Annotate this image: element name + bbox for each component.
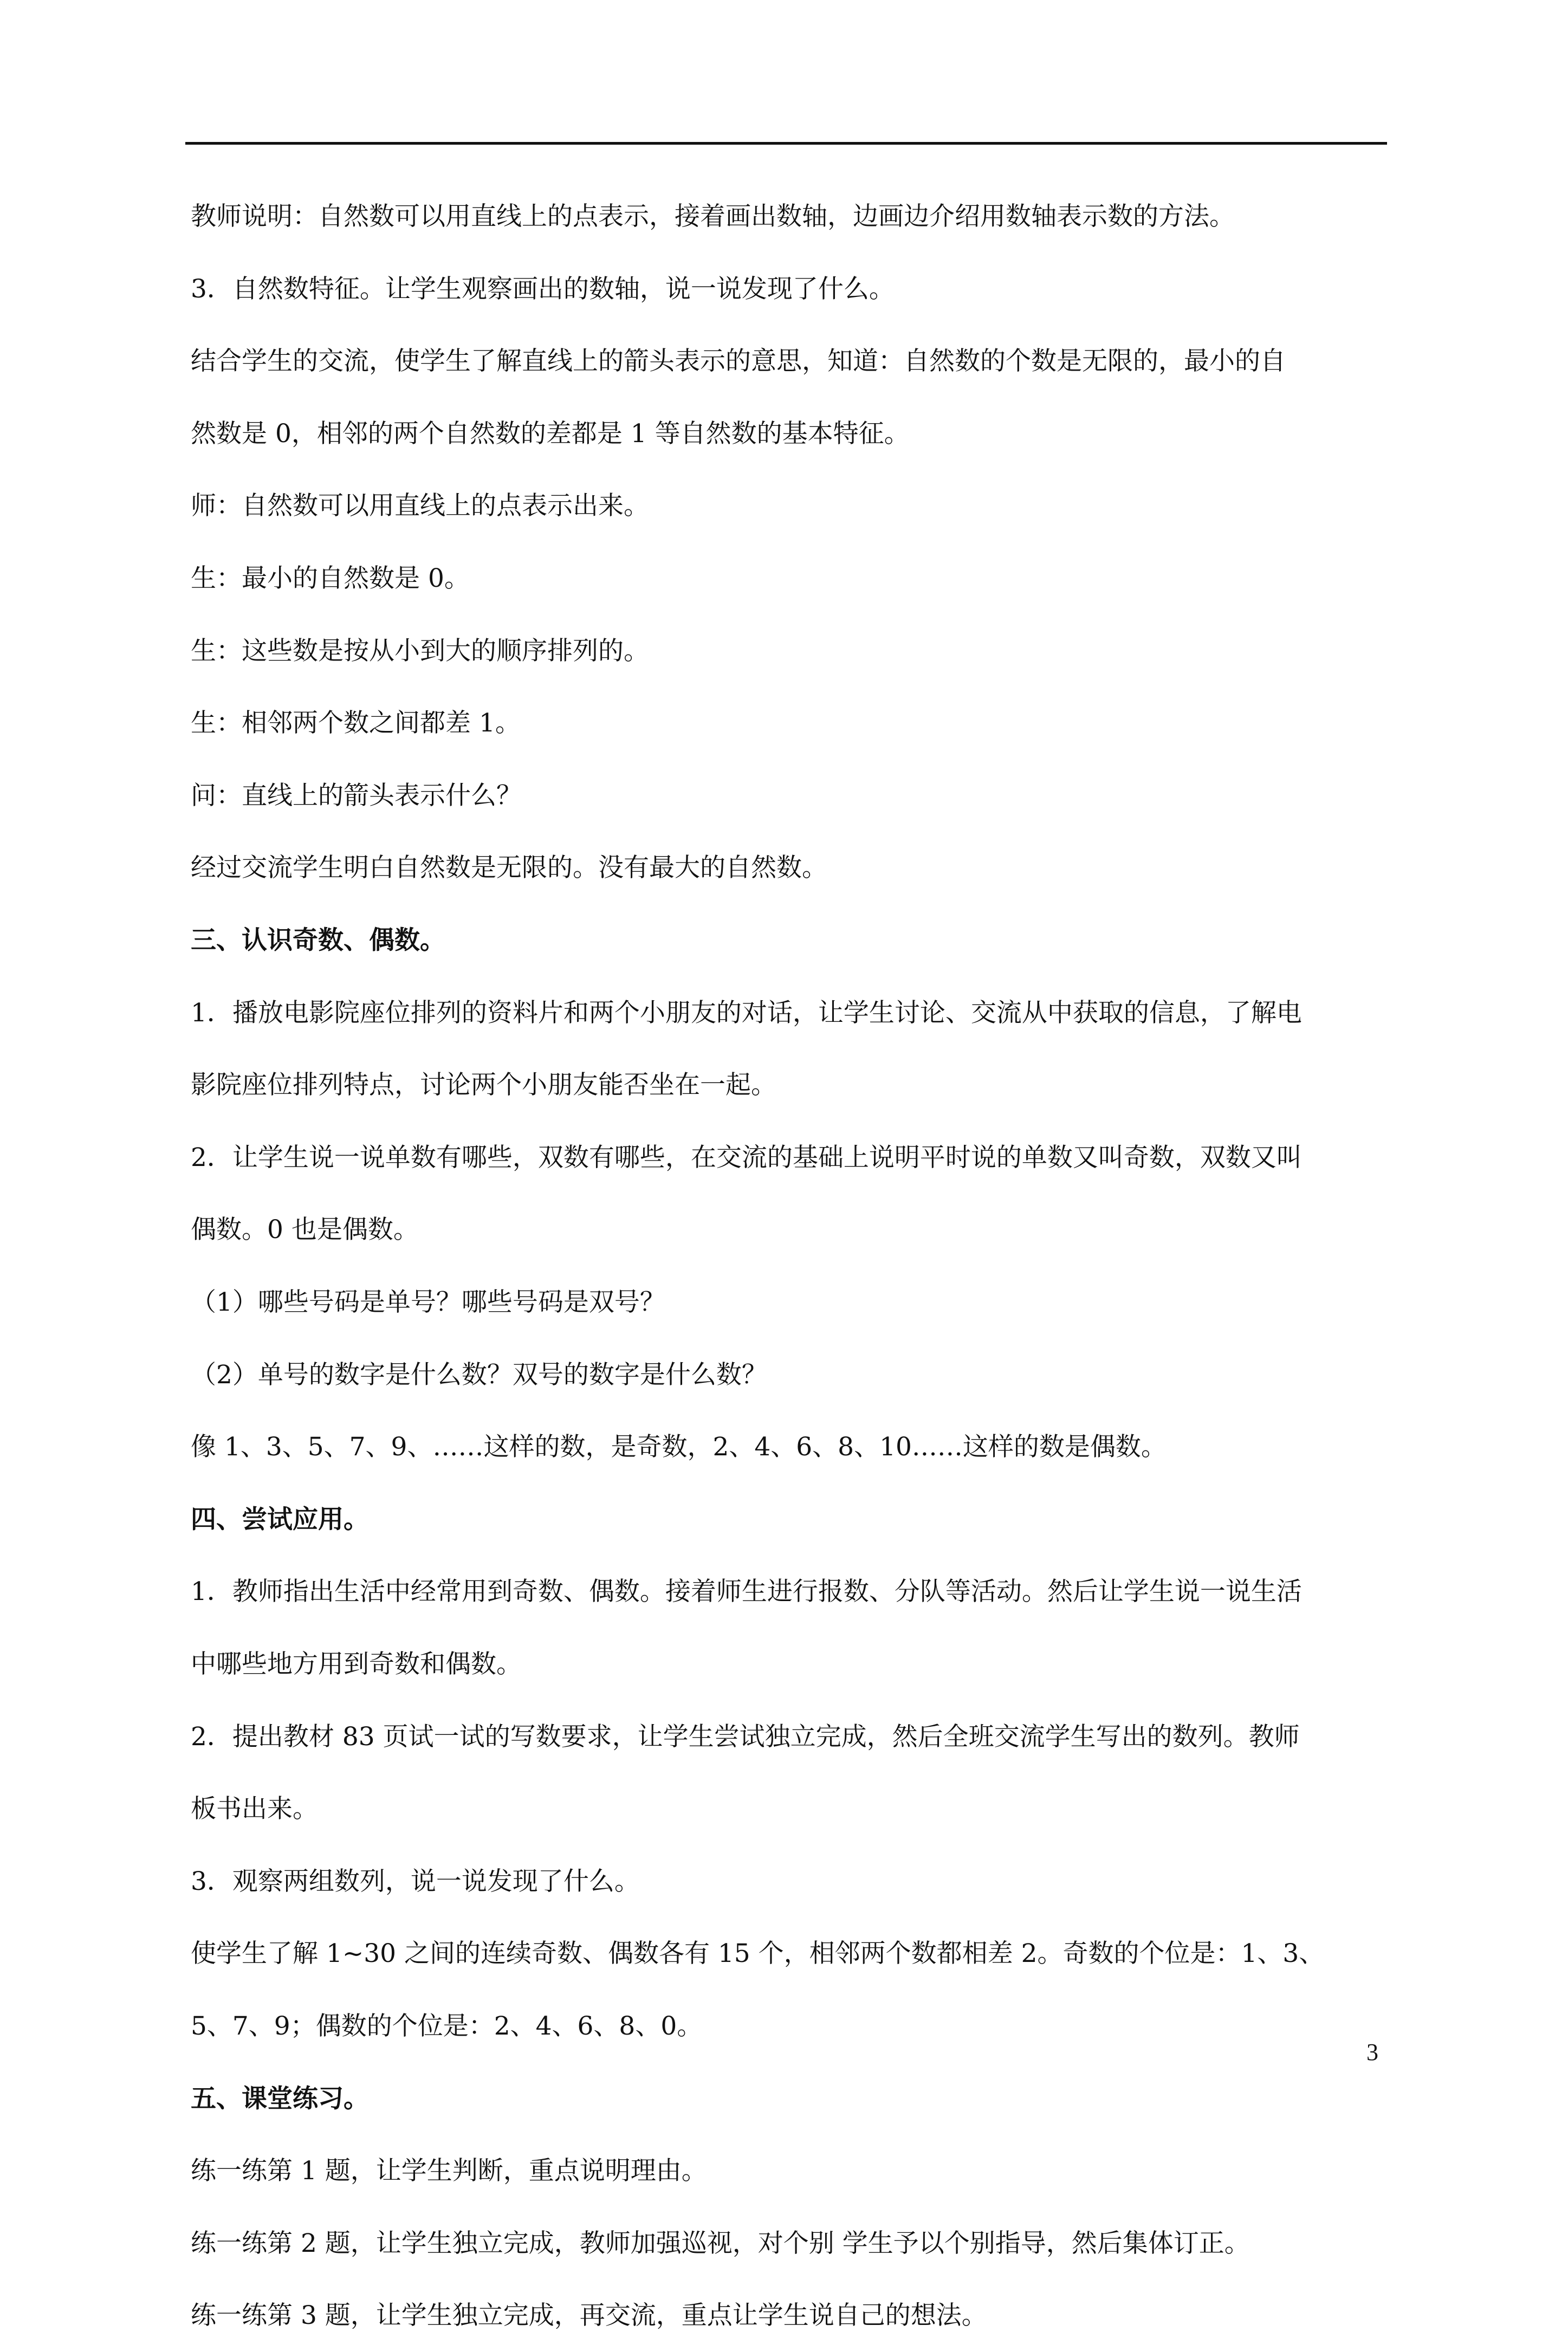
paragraph-line: 生：这些数是按从小到大的顺序排列的。 [191, 636, 649, 666]
paragraph-line: 经过交流学生明白自然数是无限的。没有最大的自然数。 [191, 853, 827, 883]
paragraph-line: 2．提出教材 83 页试一试的写数要求，让学生尝试独立完成，然后全班交流学生写出的数列。教师 [191, 1721, 1300, 1752]
paragraph-line: 问：直线上的箭头表示什么？ [191, 780, 522, 811]
header-rule [185, 142, 1387, 145]
paragraph-line: 生：最小的自然数是 0。 [191, 563, 470, 593]
paragraph-line: 像 1、3、5、7、9、……这样的数，是奇数，2、4、6、8、10……这样的数是偶数。 [191, 1432, 1167, 1462]
paragraph-line: 练一练第 2 题，让学生独立完成，教师加强巡视，对个别 学生予以个别指导，然后集体订正。 [191, 2228, 1250, 2258]
paragraph-line: 使学生了解 1~30 之间的连续奇数、偶数各有 15 个，相邻两个数都相差 2。奇数的个位是：1、3、 [191, 1939, 1325, 1969]
paragraph-line: 3．观察两组数列，说一说发现了什么。 [191, 1866, 640, 1896]
paragraph-line: 结合学生的交流，使学生了解直线上的箭头表示的意思，知道：自然数的个数是无限的，最小的自 [191, 346, 1286, 377]
paragraph-line: 影院座位排列特点，讨论两个小朋友能否坐在一起。 [191, 1070, 776, 1100]
paragraph-line: 5、7、9；偶数的个位是：2、4、6、8、0。 [191, 2011, 703, 2041]
section-heading: 三、认识奇数、偶数。 [191, 925, 445, 955]
paragraph-line: 生：相邻两个数之间都差 1。 [191, 708, 521, 739]
paragraph-line: 然数是 0，相邻的两个自然数的差都是 1 等自然数的基本特征。 [191, 418, 910, 449]
paragraph-line: 板书出来。 [191, 1794, 318, 1824]
paragraph-line: 偶数。0 也是偶数。 [191, 1215, 419, 1245]
paragraph-line: 师：自然数可以用直线上的点表示出来。 [191, 491, 649, 521]
paragraph-line: 中哪些地方用到奇数和偶数。 [191, 1649, 522, 1679]
paragraph-line: 教师说明：自然数可以用直线上的点表示，接着画出数轴，边画边介绍用数轴表示数的方法。 [191, 202, 1235, 231]
paragraph-line: 练一练第 1 题，让学生判断，重点说明理由。 [191, 2156, 707, 2186]
paragraph-line: （2）单号的数字是什么数？双号的数字是什么数？ [191, 1359, 767, 1390]
section-heading: 五、课堂练习。 [191, 2083, 369, 2114]
paragraph-line: 1．播放电影院座位排列的资料片和两个小朋友的对话，让学生讨论、交流从中获取的信息，了解电 [191, 997, 1302, 1028]
paragraph-line: 练一练第 3 题，让学生独立完成，再交流，重点让学生说自己的想法。 [191, 2301, 987, 2331]
page-number: 3 [1366, 2039, 1378, 2065]
paragraph-line: 2．让学生说一说单数有哪些，双数有哪些，在交流的基础上说明平时说的单数又叫奇数，双数又叫 [191, 1142, 1302, 1173]
paragraph-line: 1．教师指出生活中经常用到奇数、偶数。接着师生进行报数、分队等活动。然后让学生说一说生活 [191, 1577, 1302, 1607]
paragraph-line: 3．自然数特征。让学生观察画出的数轴，说一说发现了什么。 [191, 274, 895, 304]
paragraph-line: （1）哪些号码是单号？哪些号码是双号？ [191, 1287, 665, 1317]
section-heading: 四、尝试应用。 [191, 1504, 369, 1534]
